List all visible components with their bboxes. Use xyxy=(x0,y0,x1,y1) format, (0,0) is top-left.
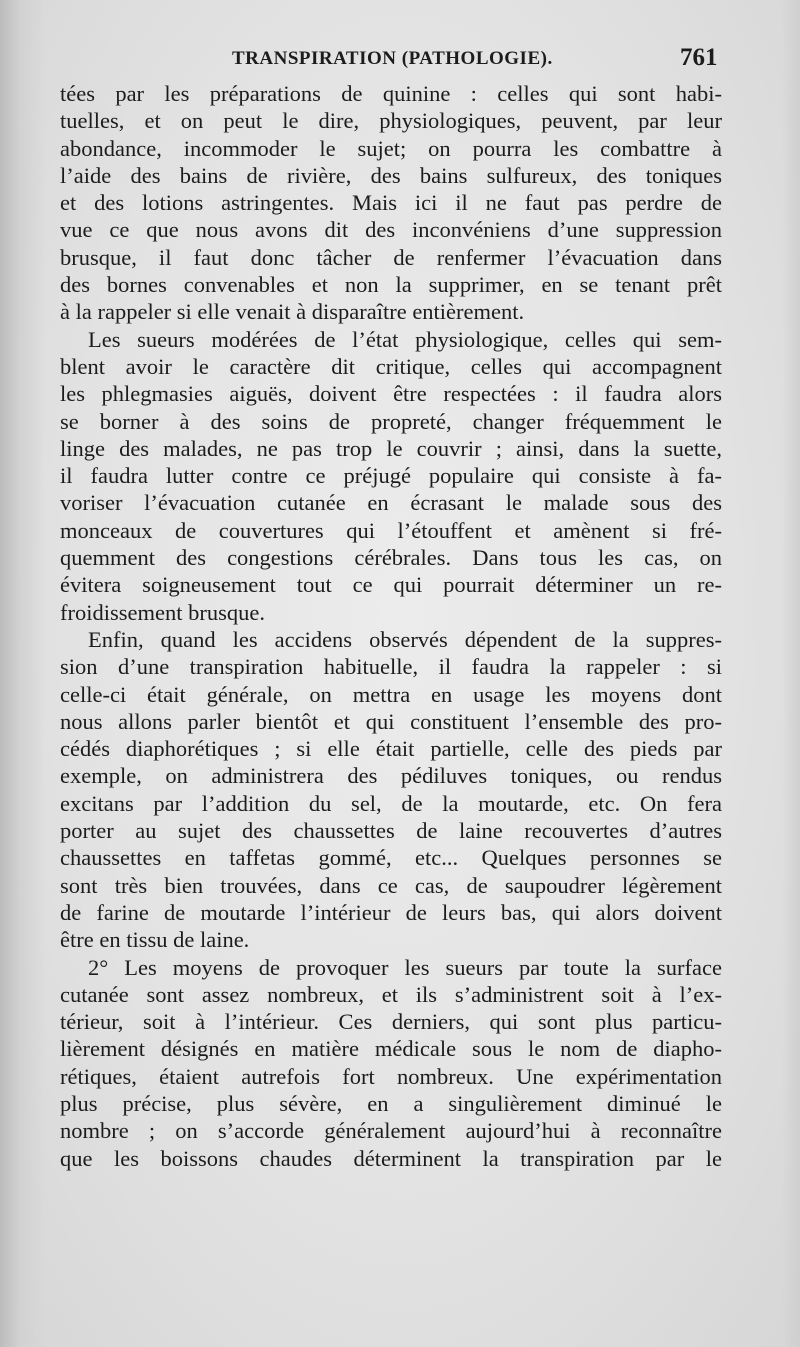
text-line: celle-ci était générale, on mettra en usage les moyens dont xyxy=(60,681,722,707)
text-line: lièrement désignés en matière médicale sous le nom de diapho- xyxy=(60,1036,722,1062)
text-line: plus précise, plus sévère, en a singulièrement diminué le xyxy=(60,1090,722,1116)
text-line: Enfin, quand les accidens observés dépendent de la suppres- xyxy=(88,626,722,652)
text-line: sion d’une transpiration habituelle, il faudra la rappeler : si xyxy=(60,654,722,680)
text-line: cutanée sont assez nombreux, et ils s’administrent soit à l’ex- xyxy=(60,981,722,1007)
gutter-shadow xyxy=(0,0,46,1347)
text-line: les phlegmasies aiguës, doivent être respectées : il faudra alors xyxy=(60,381,722,407)
text-line: être en tissu de laine. xyxy=(60,927,250,953)
text-line: voriser l’évacuation cutanée en écrasant le malade sous des xyxy=(60,490,722,516)
text-line: excitans par l’addition du sel, de la moutarde, etc. On fera xyxy=(60,790,722,816)
text-line: nous allons parler bientôt et qui constituent l’ensemble des pro- xyxy=(60,708,722,734)
running-title: TRANSPIRATION (PATHOLOGIE). xyxy=(232,48,553,69)
paragraph xyxy=(60,626,722,954)
text-line: que les boissons chaudes déterminent la transpiration par le xyxy=(60,1145,722,1171)
paragraph xyxy=(60,80,722,326)
text-line: blent avoir le caractère dit critique, celles qui accompagnent xyxy=(60,353,722,379)
text-line: de farine de moutarde l’intérieur de leurs bas, qui alors doivent xyxy=(60,899,722,925)
text-line: froidissement brusque. xyxy=(60,599,265,625)
text-line: monceaux de couvertures qui l’étouffent et amènent si fré- xyxy=(60,517,722,543)
text-line: cédés diaphorétiques ; si elle était partielle, celle des pieds par xyxy=(60,736,722,762)
paragraph xyxy=(60,954,722,1172)
text-line: tuelles, et on peut le dire, physiologiques, peuvent, par leur xyxy=(60,108,722,134)
text-line: et des lotions astringentes. Mais ici il ne faut pas perdre de xyxy=(60,190,722,216)
text-line: 2° Les moyens de provoquer les sueurs par toute la surface xyxy=(88,954,722,980)
page-header xyxy=(0,44,800,76)
text-line: évitera soigneusement tout ce qui pourrait déterminer un re- xyxy=(60,572,722,598)
text-line: brusque, il faut donc tâcher de renfermer l’évacuation dans xyxy=(60,244,722,270)
text-line: tées par les préparations de quinine : celles qui sont habi- xyxy=(60,81,722,106)
text-line: abondance, incommoder le sujet; on pourra les combattre à xyxy=(60,135,722,161)
text-line: à la rappeler si elle venait à disparaître entièrement. xyxy=(60,299,525,325)
text-line: Les sueurs modérées de l’état physiologique, celles qui sem- xyxy=(88,326,722,352)
text-line: se borner à des soins de propreté, changer fréquemment le xyxy=(60,408,722,434)
text-line: chaussettes en taffetas gommé, etc... Quelques personnes se xyxy=(60,845,722,871)
page-edge-shadow xyxy=(782,0,800,1347)
paragraph xyxy=(60,326,722,626)
text-line: nombre ; on s’accorde généralement aujourd’hui à reconnaître xyxy=(60,1118,722,1144)
text-line: quemment des congestions cérébrales. Dans tous les cas, on xyxy=(60,545,722,571)
text-line: rétiques, étaient autrefois fort nombreux. Une expérimentation xyxy=(60,1063,722,1089)
text-line: sont très bien trouvées, dans ce cas, de saupoudrer légèrement xyxy=(60,872,722,898)
text-line: des bornes convenables et non la supprimer, en se tenant prêt xyxy=(60,272,722,298)
text-line: l’aide des bains de rivière, des bains sulfureux, des toniques xyxy=(60,162,722,188)
text-line: vue ce que nous avons dit des inconvéniens d’une suppression xyxy=(60,217,722,243)
text-line: térieur, soit à l’intérieur. Ces derniers, qui sont plus particu- xyxy=(60,1009,722,1035)
text-line: il faudra lutter contre ce préjugé populaire qui consiste à fa- xyxy=(60,463,722,489)
text-line: exemple, on administrera des pédiluves toniques, ou rendus xyxy=(60,763,722,789)
text-line: linge des malades, ne pas trop le couvrir ; ainsi, dans la suette, xyxy=(60,435,722,461)
text-line: porter au sujet des chaussettes de laine recouvertes d’autres xyxy=(60,818,722,844)
body-text xyxy=(60,80,722,1172)
page-number: 761 xyxy=(680,44,718,71)
